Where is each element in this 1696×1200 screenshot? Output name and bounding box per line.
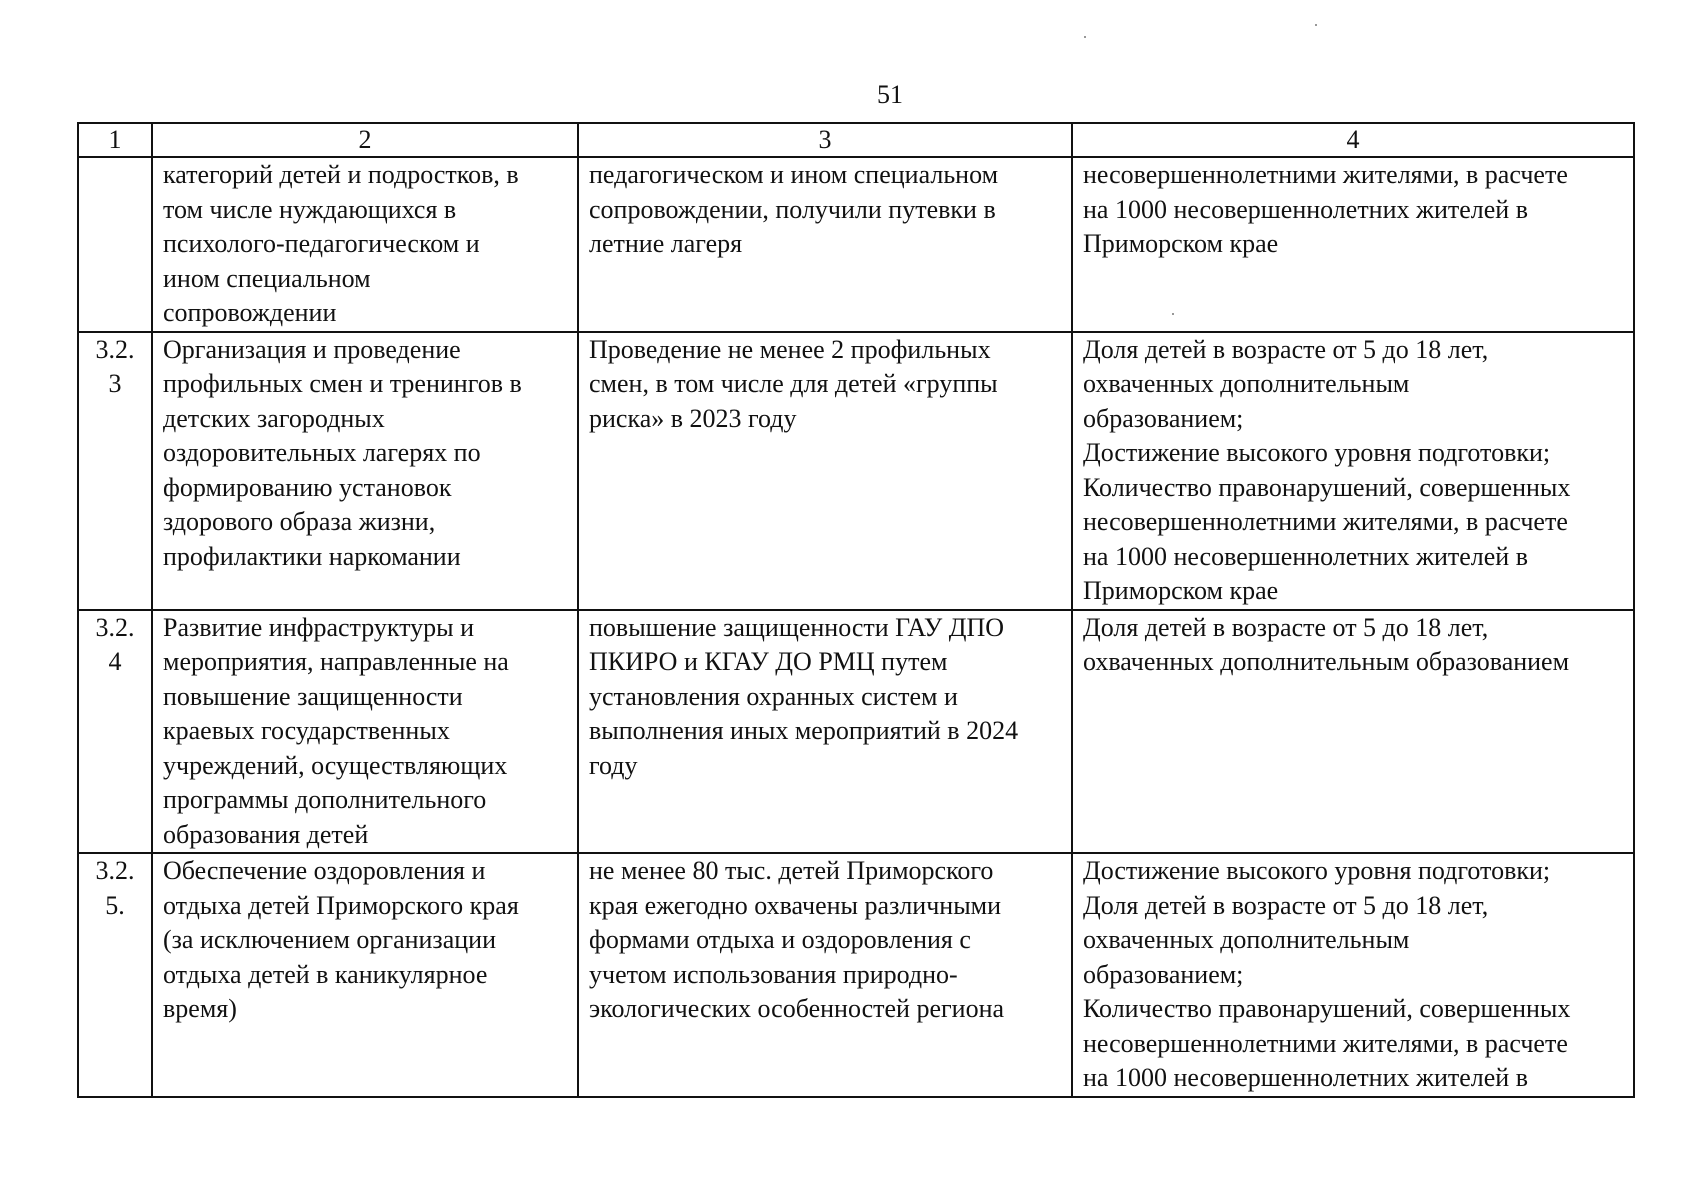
table-row — [78, 157, 1634, 332]
indicators-cell: Достижение высокого уровня подготовки; Доля детей в возрасте от 5 до 18 лет, охваченных дополнительным образованием; Количество правонарушений, совершенных несовершеннолетними жителями, в расчете на 1000 несовершеннолетних жителей в — [1072, 853, 1634, 1097]
row-number-cell — [78, 157, 152, 332]
row-number-cell: 3.2. 5. — [78, 853, 152, 1097]
scan-speck — [1315, 24, 1317, 26]
header-cell-2: 2 — [152, 123, 578, 157]
measure-cell: Организация и проведение профильных смен и тренингов в детских загородных оздоровительных лагерях по формированию установок здорового образа жизни, профилактики наркомании — [152, 332, 578, 610]
scan-speck — [1084, 36, 1086, 38]
measures-table — [77, 122, 1635, 1098]
indicators-cell: несовершеннолетними жителями, в расчете на 1000 несовершеннолетних жителей в Приморском крае — [1072, 157, 1634, 332]
indicators-cell: Доля детей в возрасте от 5 до 18 лет, охваченных дополнительным образованием — [1072, 610, 1634, 854]
result-cell: педагогическом и ином специальном сопровождении, получили путевки в летние лагеря — [578, 157, 1072, 332]
header-cell-1: 1 — [78, 123, 152, 157]
table-row — [78, 610, 1634, 854]
indicators-cell: Доля детей в возрасте от 5 до 18 лет, охваченных дополнительным образованием; Достижение высокого уровня подготовки; Количество правонарушений, совершенных несовершеннолетними жителями, в расчете на 1000 несовершеннолетних жителей в Приморском крае — [1072, 332, 1634, 610]
measure-cell: Развитие инфраструктуры и мероприятия, направленные на повышение защищенности краевых государственных учреждений, осуществляющих программы дополнительного образования детей — [152, 610, 578, 854]
row-number-cell: 3.2. 4 — [78, 610, 152, 854]
table-header-row — [78, 123, 1634, 157]
measure-cell: категорий детей и подростков, в том числе нуждающихся в психолого-педагогическом и ином специальном сопровождении — [152, 157, 578, 332]
table-row — [78, 853, 1634, 1097]
row-number-cell: 3.2. 3 — [78, 332, 152, 610]
header-cell-4: 4 — [1072, 123, 1634, 157]
result-cell: Проведение не менее 2 профильных смен, в том числе для детей «группы риска» в 2023 году — [578, 332, 1072, 610]
page-number: 51 — [877, 80, 903, 109]
result-cell: повышение защищенности ГАУ ДПО ПКИРО и КГАУ ДО РМЦ путем установления охранных систем и выполнения иных мероприятий в 2024 году — [578, 610, 1072, 854]
result-cell: не менее 80 тыс. детей Приморского края ежегодно охвачены различными формами отдыха и оздоровления с учетом использования природно- экологических особенностей региона — [578, 853, 1072, 1097]
header-cell-3: 3 — [578, 123, 1072, 157]
measure-cell: Обеспечение оздоровления и отдыха детей Приморского края (за исключением организации отдыха детей в каникулярное время) — [152, 853, 578, 1097]
table-row — [78, 332, 1634, 610]
